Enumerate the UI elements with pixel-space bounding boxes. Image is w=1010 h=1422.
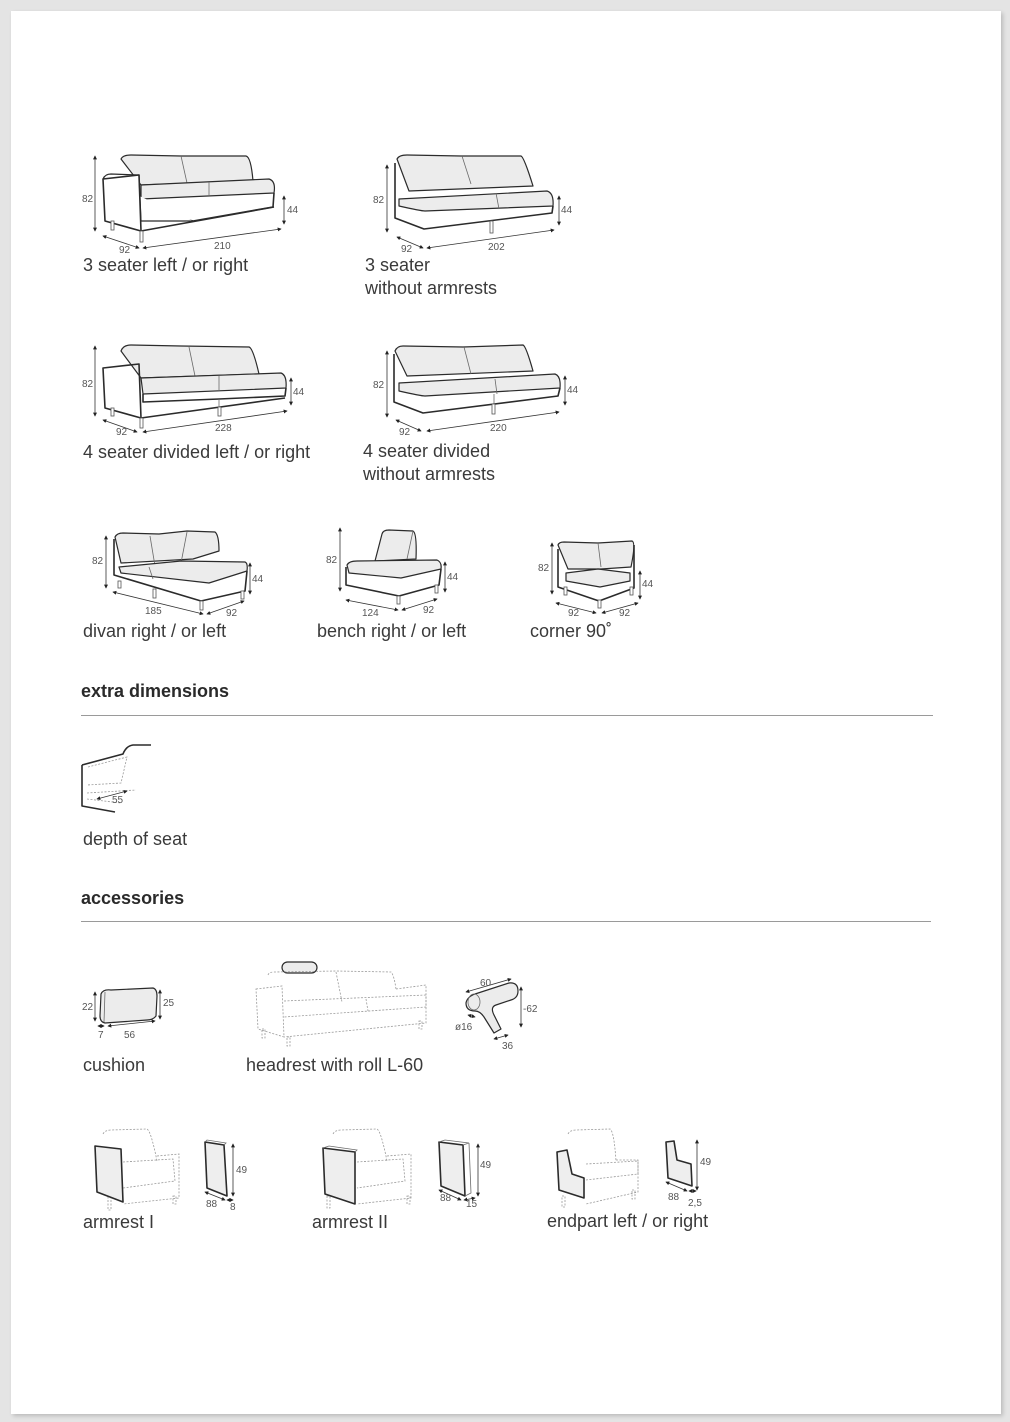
sofa-bench-drawing [311, 521, 471, 621]
dim-depth-b: 92 [619, 608, 631, 619]
dim-diameter: ø16 [455, 1022, 473, 1033]
endpart-drawing [546, 1126, 726, 1211]
dim-height: 82 [373, 380, 385, 391]
sofa-divan-drawing [81, 521, 281, 621]
dim-height: -62 [523, 1004, 538, 1015]
dim-thickness: 7 [98, 1030, 104, 1041]
dim-depth: 88 [440, 1193, 452, 1204]
dim-height: 82 [373, 195, 385, 206]
dim-seat-height: 44 [252, 574, 264, 585]
headrest-roll-detail [466, 979, 521, 1039]
module-label: bench right / or left [317, 621, 467, 641]
module-label: 4 seater divided left / or right [83, 442, 311, 462]
dim-thickness: 15 [466, 1199, 478, 1210]
dim-height: 49 [480, 1160, 492, 1171]
dim-seat-height: 44 [287, 205, 299, 216]
module-label: 3 seater left / or right [83, 255, 249, 275]
section-divider [81, 921, 931, 922]
dim-height: 82 [538, 563, 550, 574]
module-3-seater-no-arms [361, 151, 591, 261]
dim-length: 185 [145, 606, 162, 617]
dim-depth: 92 [399, 427, 411, 438]
dim-width: 202 [488, 242, 505, 253]
accessory-armrest-2 [311, 1126, 491, 1211]
dim-height-right: 25 [163, 998, 175, 1009]
dim-depth: 92 [119, 245, 131, 256]
dim-base: 36 [502, 1041, 514, 1052]
dim-seat-height: 44 [567, 385, 579, 396]
accessory-cushion [81, 986, 181, 1046]
dim-height: 82 [92, 556, 104, 567]
accessory-armrest-1 [81, 1126, 261, 1211]
module-label: divan right / or left [83, 621, 227, 641]
module-label: corner 90˚ [530, 621, 613, 641]
dim-seat-depth: 55 [112, 795, 124, 806]
module-bench [311, 521, 471, 621]
dim-height: 82 [82, 194, 94, 205]
module-3-seater-left-right [81, 151, 311, 261]
module-label-line2: without armrests [365, 278, 498, 298]
section-heading-extra-dimensions: extra dimensions [81, 681, 230, 701]
accessory-label: cushion [83, 1055, 146, 1075]
dim-depth: 92 [423, 605, 435, 616]
section-divider [81, 715, 933, 716]
dim-seat-height: 44 [561, 205, 573, 216]
dim-height: 82 [326, 555, 338, 566]
dim-width: 228 [215, 423, 232, 434]
dim-depth-a: 92 [568, 608, 580, 619]
extra-depth-of-seat [81, 741, 161, 816]
module-label-line1: 4 seater divided [363, 441, 491, 461]
accessory-label: armrest II [312, 1212, 389, 1232]
sofa-4-seater-arm-drawing [81, 336, 321, 446]
dim-depth: 92 [226, 608, 238, 619]
module-label-line1: 3 seater [365, 255, 431, 275]
dim-depth: 92 [116, 427, 128, 438]
dim-length: 60 [480, 978, 492, 989]
dim-height-left: 22 [82, 1002, 94, 1013]
cushion-drawing [81, 986, 181, 1046]
sofa-3-seater-no-arms-drawing [361, 151, 591, 261]
accessory-label: headrest with roll L-60 [246, 1055, 424, 1075]
accessory-label: endpart left / or right [547, 1211, 709, 1231]
dim-width: 56 [124, 1030, 136, 1041]
accessory-label: armrest I [83, 1212, 155, 1232]
headrest-sofa-drawing [246, 951, 546, 1051]
dim-depth: 88 [206, 1199, 218, 1210]
dim-height: 49 [236, 1165, 248, 1176]
sofa-3-seater-arm-drawing [81, 151, 311, 261]
dim-seat-height: 44 [447, 572, 459, 583]
dim-seat-height: 44 [642, 579, 654, 590]
sofa-4-seater-no-arms-drawing [361, 336, 591, 446]
seat-depth-drawing [81, 741, 161, 816]
sofa-corner-drawing [526, 521, 666, 621]
armrest-1-drawing [81, 1126, 261, 1211]
dim-length: 124 [362, 608, 379, 619]
dim-thickness: 2,5 [688, 1198, 702, 1209]
section-heading-accessories: accessories [81, 888, 185, 908]
page [11, 11, 1001, 1414]
dim-width: 210 [214, 241, 231, 252]
module-label-line2: without armrests [363, 464, 496, 484]
dim-thickness: 8 [230, 1202, 236, 1213]
accessory-endpart [546, 1126, 726, 1211]
module-4-seater-divided-left-right [81, 336, 321, 446]
dim-depth: 92 [401, 244, 413, 255]
dim-depth: 88 [668, 1192, 680, 1203]
armrest-2-drawing [311, 1126, 491, 1211]
dim-height: 82 [82, 379, 94, 390]
module-4-seater-divided-no-arms [361, 336, 591, 446]
module-corner-90 [526, 521, 666, 621]
dim-height: 49 [700, 1157, 712, 1168]
module-divan [81, 521, 281, 621]
accessory-headrest-roll [246, 951, 546, 1051]
dim-width: 220 [490, 423, 507, 434]
dim-seat-height: 44 [293, 387, 305, 398]
extra-label: depth of seat [83, 829, 188, 849]
